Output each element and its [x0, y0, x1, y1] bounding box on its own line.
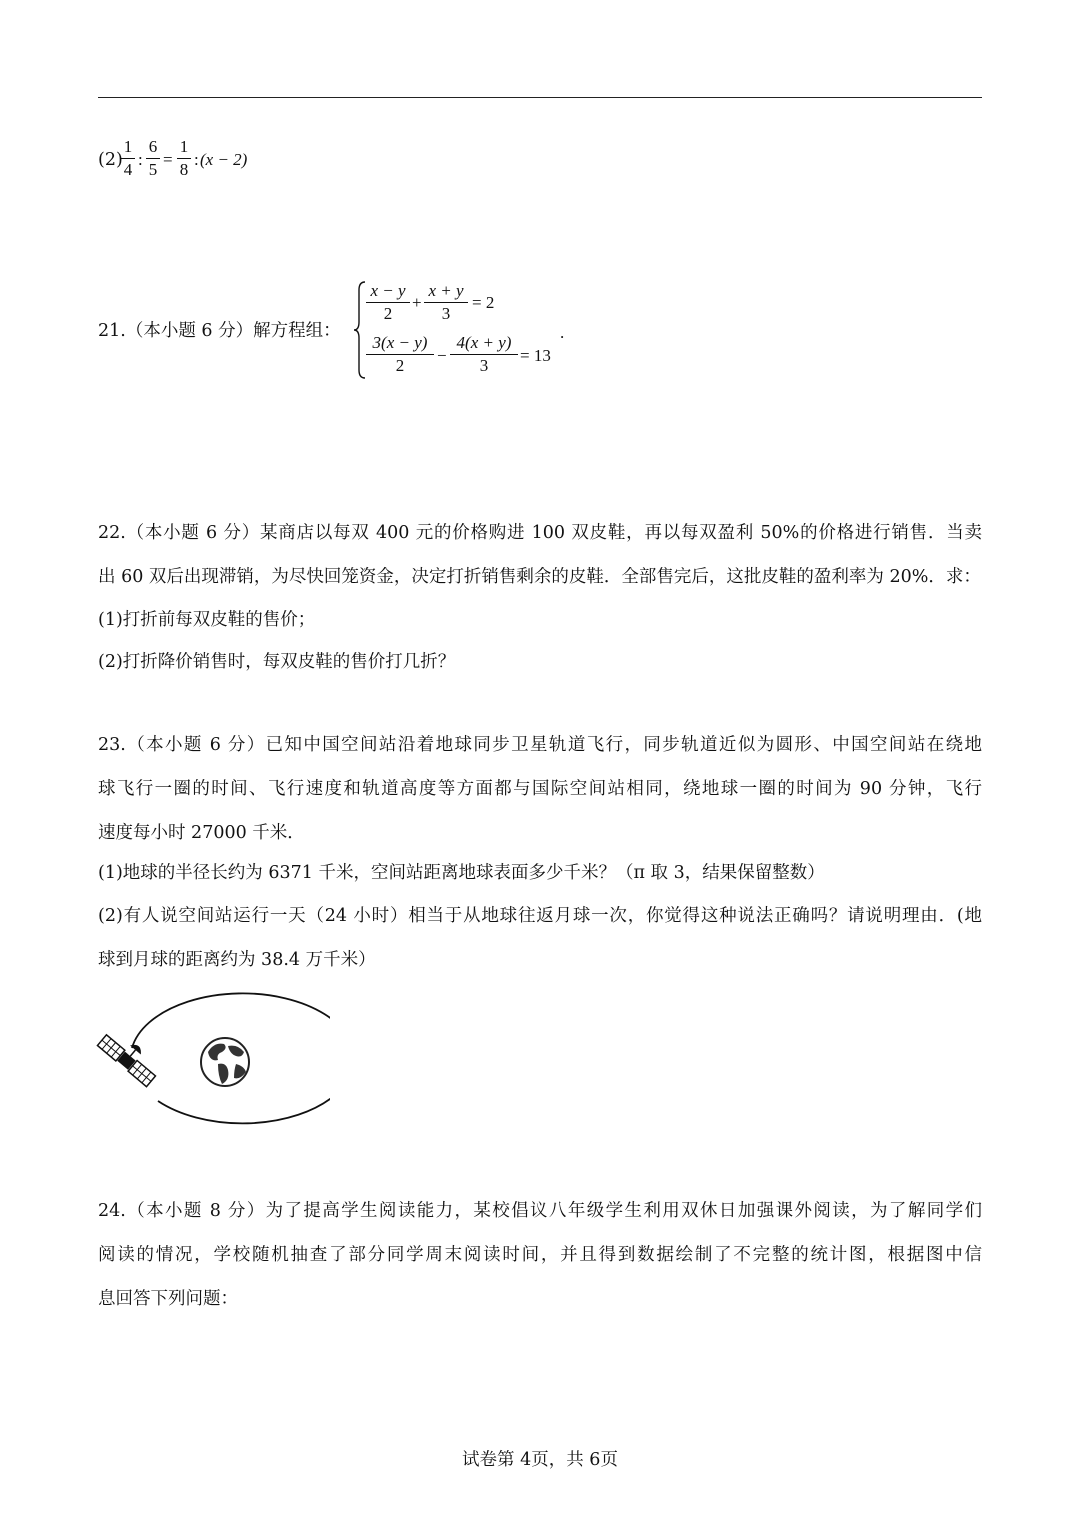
q23-line: 球飞行一圈的时间、飞行速度和轨道高度等方面都与国际空间站相同，绕地球一圈的时间为 90 分钟，飞行	[98, 779, 982, 799]
ratio-colon: :	[194, 150, 199, 169]
page-footer: 试卷第 4页，共 6页	[462, 1450, 618, 1470]
q23-sub2	[98, 894, 982, 982]
orbit-figure	[90, 990, 330, 1135]
fraction-6-5: 6 5	[146, 137, 160, 180]
header-rule	[98, 97, 982, 98]
q24-line: 24.（本小题 8 分）为了提高学生阅读能力，某校倡议八年级学生利用双休日加强课外阅读，为了解同学们	[98, 1201, 982, 1221]
q23-line: 23.（本小题 6 分）已知中国空间站沿着地球同步卫星轨道飞行，同步轨道近似为圆形、中国空间站在绕地	[98, 735, 982, 755]
minus-sign: −	[437, 346, 447, 365]
q22-line: 22.（本小题 6 分）某商店以每双 400 元的价格购进 100 双皮鞋，再以每双盈利 50%的价格进行销售．当卖	[98, 523, 982, 543]
q23-line: 速度每小时 27000 千米．	[98, 823, 305, 843]
q24-line: 息回答下列问题：	[98, 1289, 238, 1309]
q23-sub1: (1)地球的半径长约为 6371 千米，空间站距离地球表面多少千米？（π 取 3，结果保留整数）	[98, 863, 825, 883]
eq2-fraction-2: 4(x + y) 3	[450, 333, 518, 376]
q22-question	[98, 511, 982, 599]
q22-sub2: (2)打折降价销售时，每双皮鞋的售价打几折？	[98, 652, 456, 672]
fraction-1-8: 1 8	[177, 137, 191, 180]
earth-icon	[201, 1038, 249, 1086]
equals-sign: =	[163, 150, 173, 169]
eq1-rhs: = 2	[472, 293, 495, 312]
eq1-fraction-2: x + y 3	[424, 281, 468, 324]
q21-prefix: 21.（本小题 6 分）解方程组：	[98, 321, 341, 341]
q23-sub2-line: (2)有人说空间站运行一天（24 小时）相当于从地球往返月球一次，你觉得这种说法正确吗？请说明理由．(地	[98, 906, 982, 926]
ratio-colon: :	[138, 150, 143, 169]
q24-question	[98, 1189, 982, 1321]
eq1-fraction-1: x − y 2	[366, 281, 410, 324]
q20-part2-label: (2)	[98, 150, 123, 170]
x-minus-2: (x − 2)	[200, 150, 248, 169]
eq2-rhs: = 13	[520, 346, 551, 365]
q22-line: 出 60 双后出现滞销，为尽快回笼资金，决定打折销售剩余的皮鞋．全部售完后，这批皮鞋的盈利率为 20%．求：	[98, 567, 981, 587]
q22-sub1: (1)打折前每双皮鞋的售价；	[98, 610, 316, 630]
satellite-icon	[97, 1026, 163, 1087]
q23-question	[98, 723, 982, 855]
eq2-fraction-1: 3(x − y) 2	[366, 333, 434, 376]
plus-sign: +	[412, 293, 422, 312]
fraction-1-4: 1 4	[121, 137, 135, 180]
q23-sub2-line: 球到月球的距离约为 38.4 万千米）	[98, 950, 376, 970]
q21-period: .	[560, 323, 565, 342]
q24-line: 阅读的情况，学校随机抽查了部分同学周末阅读时间，并且得到数据绘制了不完整的统计图，根据图中信	[98, 1245, 982, 1265]
